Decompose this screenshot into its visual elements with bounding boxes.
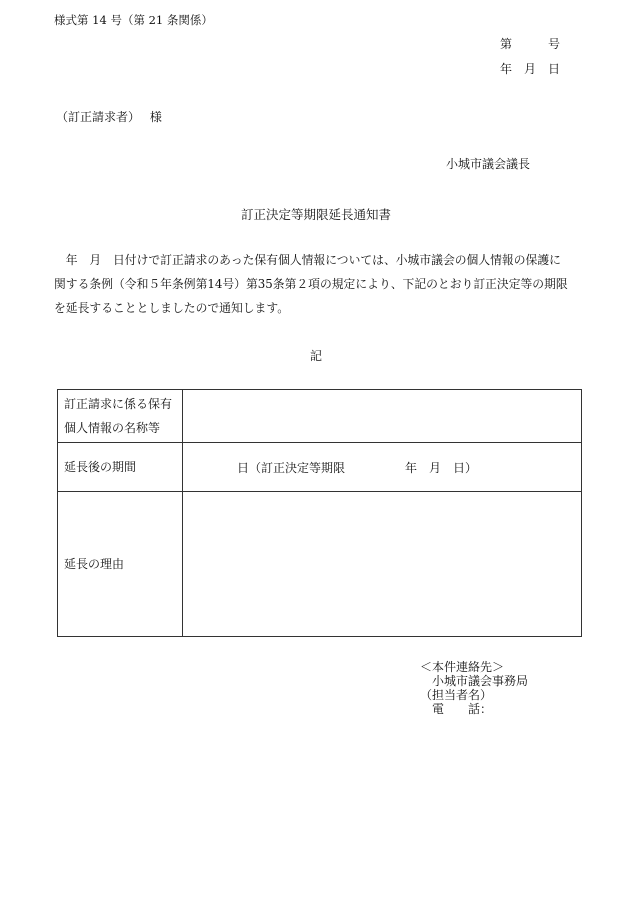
addressee: （訂正請求者） 様 bbox=[56, 110, 162, 124]
table-value-info-name bbox=[183, 390, 582, 443]
contact-heading: ＜本件連絡先＞ bbox=[420, 660, 505, 674]
contact-phone: 電 話： bbox=[420, 702, 493, 716]
issuer: 小城市議会議長 bbox=[446, 157, 531, 171]
document-title: 訂正決定等期限延長通知書 bbox=[241, 207, 392, 222]
ki-heading: 記 bbox=[310, 349, 323, 363]
info-table bbox=[57, 389, 582, 637]
table-label-extension-reason: 延長の理由 bbox=[58, 492, 183, 637]
document-date: 年 月 日 bbox=[500, 62, 561, 76]
contact-block bbox=[420, 660, 528, 716]
body-text: 年 月 日付けで訂正請求のあった保有個人情報については、小城市議会の個人情報の保護に 関する条例（令和５年条例第14号）第35条第２項の規定により、下記のとおり訂正決定等の期限 を延長することとしましたので通知します。 bbox=[54, 253, 568, 315]
contact-office: 小城市議会事務局 bbox=[420, 674, 529, 688]
table-row bbox=[58, 443, 582, 492]
document-number: 第 号 bbox=[500, 37, 561, 51]
table-label-info-name: 訂正請求に係る保有個人情報の名称等 bbox=[58, 390, 183, 443]
table-row bbox=[58, 390, 582, 443]
table-label-extended-period: 延長後の期間 bbox=[58, 443, 183, 492]
table-value-extended-period: 日（訂正決定等期限 年 月 日） bbox=[183, 443, 582, 492]
table-row bbox=[58, 492, 582, 637]
table-value-extension-reason bbox=[183, 492, 582, 637]
contact-person: （担当者名） bbox=[420, 688, 493, 702]
form-number: 様式第 14 号（第 21 条関係） bbox=[54, 13, 213, 27]
